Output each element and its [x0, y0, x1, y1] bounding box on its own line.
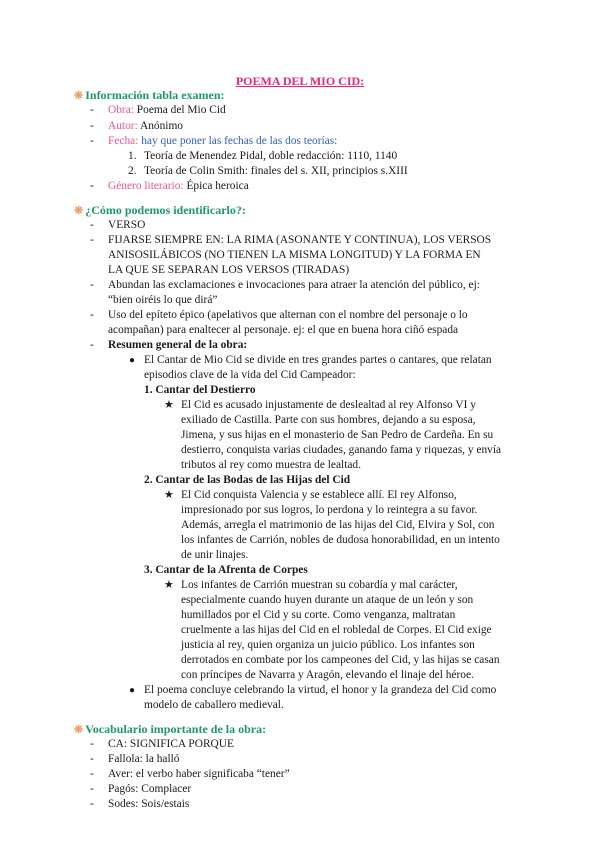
identify-item: FIJARSE SIEMPRE EN: LA RIMA (ASONANTE Y CONTINUA), LOS VERSOS	[108, 234, 492, 246]
flower-icon: ❋	[74, 90, 84, 102]
section-heading-identify	[74, 203, 246, 220]
cantar-line: los infantes de Carrión, nobles de dudosa honorabilidad, en un intento	[181, 534, 500, 546]
page-title: POEMA DEL MIO CID:	[235, 74, 365, 88]
identify-item-cont: LA QUE SE SEPARAN LOS VERSOS (TIRADAS)	[108, 264, 350, 276]
cantar-line: justicia al rey, quien organiza un juicio público. Los infantes son	[181, 639, 475, 651]
section-heading-vocab-text: Vocabulario importante de la obra:	[85, 722, 267, 736]
resumen-intro: El Cantar de Mio Cid se divide en tres grandes partes o cantares, que relatan	[144, 354, 492, 366]
resumen-label: Resumen general de la obra:	[108, 339, 248, 351]
cantar-line: humillados por el Cid y su corte. Como venganza, maltratan	[181, 609, 456, 621]
list-number: 1.	[128, 150, 137, 162]
cantar-line: Jimena, y sus hijas en el monasterio de San Pedro de Cardeña. En su	[181, 429, 494, 441]
cantar-title: 3. Cantar de la Afrenta de Corpes	[144, 564, 308, 576]
list-number: 2.	[128, 165, 137, 177]
cantar-line: derrotados en combate por los campeones del Cid, y las hijas se casan	[181, 654, 500, 666]
cantar-title: 1. Cantar del Destierro	[144, 384, 256, 396]
fecha-item: Teoría de Colin Smith: finales del s. XII, principios s.XIII	[144, 165, 408, 177]
document-page: POEMA DEL MIO CID: ❋ Información tabla examen: - Obra: Poema del Mio Cid - Autor: Anónimo - Fecha: hay que poner las fechas de las dos teorías: 1. Teoría de Menendez Pidal, doble redacción: 1110, 1140 2. Teoría de Colin Smith: finales del s. XII, principios s.XIII - Género literario: Épica heroica ❋ ¿Cómo podemos identificarlo?: - VERSO - FIJARSE SIEMPRE EN: LA RIMA (ASONANTE Y CONTINUA), LOS VERSOS ANISOSILÁBICOS (NO TIENEN LA MISMA LONGITUD) Y LA FORMA EN LA QUE SE SEPARAN LOS VERSOS (TIRADAS) - Abundan las exclamaciones e invocaciones para atraer la atención del público, ej: “bien oiréis lo que dirá” - Uso del epíteto épico (apelativos que alternan con el nombre del personaje o lo acompañan) para enaltecer al personaje. ej: el que en buena hora ciñó espada - Resumen general de la obra: ● El Cantar de Mio Cid se divide en tres grandes partes o cantares, que relatan episodios clave de la vida del Cid Campeador: 1. Cantar del Destierro ★ El Cid es acusado injustamente de deslealtad al rey Alfonso VI y exiliado de Castilla. Parte con sus hombres, dejando a su esposa, Jimena, y sus hijas en el monasterio de San Pedro de Cardeña. En su destierro, conquista varias ciudades, ganando fama y riquezas, y envía tributos al rey como muestra de lealtad. 2. Cantar de las Bodas de las Hijas del Cid ★ El Cid conquista Valencia y se establece allí. El rey Alfonso, impresionado por sus logros, lo perdona y lo reintegra a su favor. Además, arregla el matrimonio de las hijas del Cid, Elvira y Sol, con los infantes de Carrión, nobles de dudosa honorabilidad, en un intento de unir linajes. 3. Cantar de la Afrenta de Corpes ★ Los infantes de Carrión muestran su cobardía y mal carácter, especialmente cuando huyen durante un ataque de un león y son humillados por el Cid y su corte. Como venganza, maltratan cruelmente a las hijas del Cid en el robledal de Corpes. El Cid exige justicia al rey, quien organiza un juicio público. Los infantes son derrotados en combate por los campeones del Cid, y las hijas se casan con príncipes de Navarra y Aragón, elevando el linaje del héroe. ● El poema concluye celebrando la virtud, el honor y la grandeza del Cid como modelo de caballero medieval. ❋ Vocabulario importante de la obra: - CA: SIGNIFICA PORQUE - Fallola: la halló - Aver: el verbo haber significaba “tener” - Pagós: Complacer - Sodes: Sois/estais	[0, 0, 600, 848]
vocab-item: Fallola: la halló	[108, 753, 180, 765]
info-fecha: Fecha: hay que poner las fechas de las dos teorías:	[108, 135, 338, 147]
identify-item-cont: ANISOSILÁBICOS (NO TIENEN LA MISMA LONGITUD) Y LA FORMA EN	[108, 249, 481, 261]
cantar-line: El Cid conquista Valencia y se establece allí. El rey Alfonso,	[181, 489, 457, 501]
cantar-line: especialmente cuando huyen durante un ataque de un león y son	[181, 594, 474, 606]
flower-icon: ❋	[74, 724, 84, 736]
star-icon: ★	[164, 399, 174, 411]
vocab-item: Aver: el verbo haber significaba “tener”	[108, 768, 290, 780]
cantar-line: impresionado por sus logros, lo perdona y lo reintegra a su favor.	[181, 504, 478, 516]
conclusion: El poema concluye celebrando la virtud, el honor y la grandeza del Cid como	[144, 684, 497, 696]
cantar-line: con príncipes de Navarra y Aragón, elevando el linaje del héroe.	[181, 669, 474, 681]
identify-item-cont: acompañan) para enaltecer al personaje. ej: el que en buena hora ciñó espada	[108, 324, 459, 336]
cantar-line: cruelmente a las hijas del Cid en el robledal de Corpes. El Cid exige	[181, 624, 492, 636]
star-icon: ★	[164, 579, 174, 591]
cantar-line: El Cid es acusado injustamente de deslealtad al rey Alfonso VI y	[181, 399, 476, 411]
info-genero: Género literario: Épica heroica	[108, 180, 249, 192]
vocab-item: Sodes: Sois/estais	[108, 798, 190, 810]
resumen-intro-cont: episodios clave de la vida del Cid Campeador:	[144, 369, 356, 381]
info-obra: Obra: Poema del Mio Cid	[108, 104, 226, 116]
cantar-line: exiliado de Castilla. Parte con sus hombres, dejando a su esposa,	[181, 414, 476, 426]
cantar-line: Además, arregla el matrimonio de las hijas del Cid, Elvira y Sol, con	[181, 519, 495, 531]
identify-item-cont: “bien oiréis lo que dirá”	[108, 294, 218, 306]
section-heading-identify-text: ¿Cómo podemos identificarlo?:	[85, 203, 246, 217]
star-icon: ★	[164, 489, 174, 501]
bullet-icon: ●	[129, 685, 136, 696]
vocab-item: CA: SIGNIFICA PORQUE	[108, 738, 234, 750]
flower-icon: ❋	[74, 205, 84, 217]
identify-item: Abundan las exclamaciones e invocaciones para atraer la atención del público, ej:	[108, 279, 480, 291]
info-autor: Autor: Anónimo	[108, 120, 184, 132]
cantar-line: Los infantes de Carrión muestran su cobardía y mal carácter,	[181, 579, 458, 591]
section-heading-info-text: Información tabla examen:	[85, 88, 225, 102]
cantar-line: de unir linajes.	[181, 549, 249, 561]
bullet-icon: ●	[129, 355, 136, 366]
cantar-line: tributos al rey como muestra de lealtad.	[181, 459, 361, 471]
cantar-line: destierro, conquista varias ciudades, ganando fama y riquezas, y envía	[181, 444, 502, 456]
identify-item: Uso del epíteto épico (apelativos que alternan con el nombre del personaje o lo	[108, 309, 468, 321]
cantar-title: 2. Cantar de las Bodas de las Hijas del Cid	[144, 474, 351, 486]
vocab-item: Pagós: Complacer	[108, 783, 192, 795]
identify-item: VERSO	[108, 219, 146, 231]
fecha-item: Teoría de Menendez Pidal, doble redacción: 1110, 1140	[144, 150, 398, 162]
conclusion-cont: modelo de caballero medieval.	[144, 699, 284, 711]
